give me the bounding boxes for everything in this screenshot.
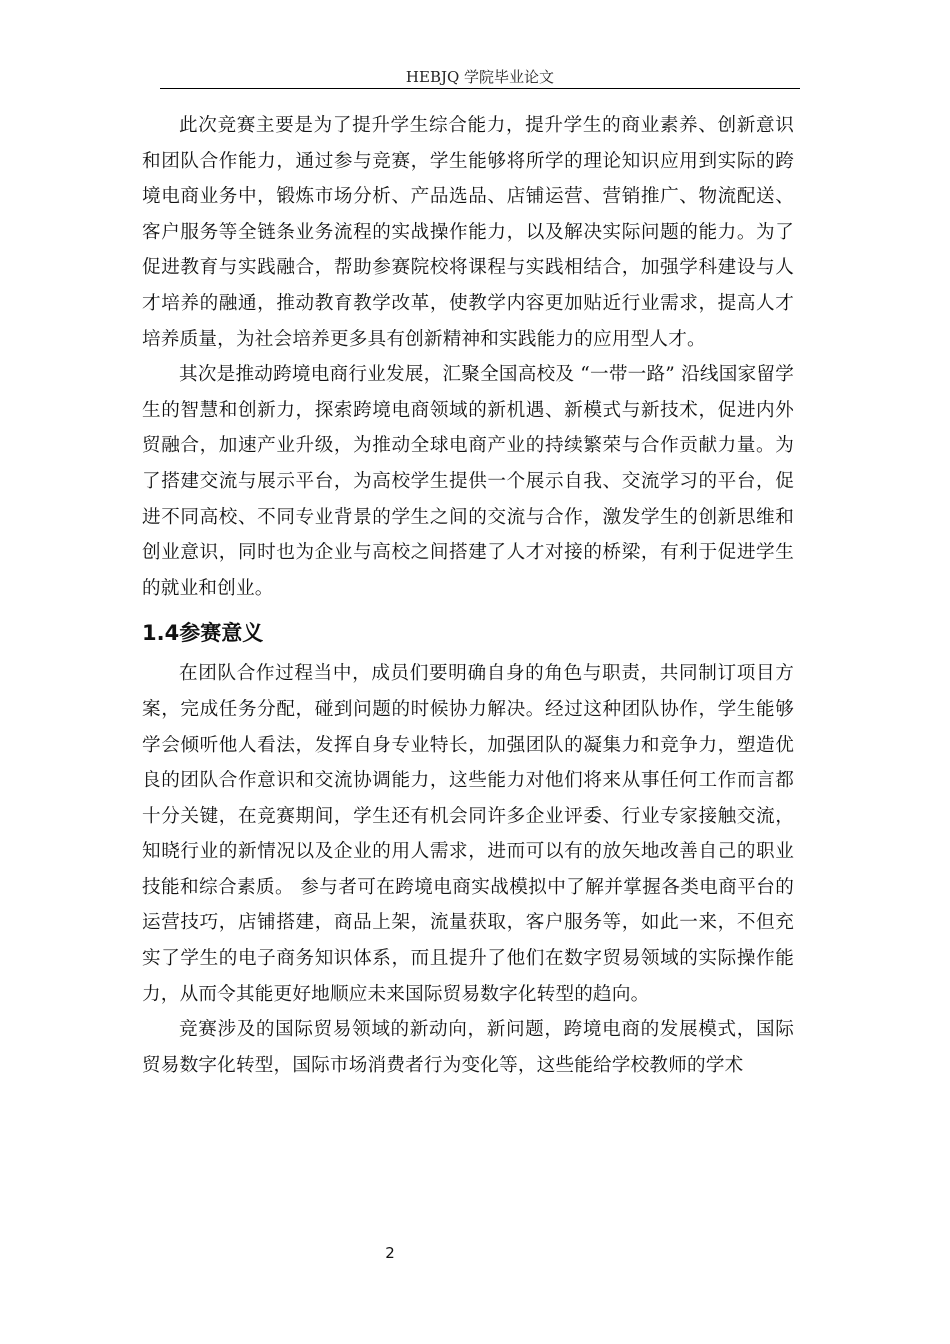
paragraph-industry-development: 其次是推动跨境电商行业发展，汇聚全国高校及 “一带一路” 沿线国家留学生的智慧和创新力，探索跨境电商领域的新机遇、新模式与新技术，促进内外贸融合，加速产业升级，为推动全球电商产业的持续繁荣与合作贡献力量。为了搭建交流与展示平台，为高校学生提供一个展示自我、交流学习的平台，促进不同高校、不同专业背景的学生之间的交流与合作，激发学生的创新思维和创业意识，同时也为企业与高校之间搭建了人才对接的桥梁，有利于促进学生的就业和创业。 xyxy=(142,364,794,599)
paragraph-competition-purpose: 此次竞赛主要是为了提升学生综合能力，提升学生的商业素养、创新意识和团队合作能力，通过参与竞赛，学生能够将所学的理论知识应用到实际的跨境电商业务中，锻炼市场分析、产品选品、店铺运营、营销推广、物流配送、客户服务等全链条业务流程的实战操作能力，以及解决实际问题的能力。为了促进教育与实践融合，帮助参赛院校将课程与实践相结合，加强学科建设与人才培养的融通，推动教育教学改革，使教学内容更加贴近行业需求，提高人才培养质量，为社会培养更多具有创新精神和实践能力的应用型人才。 xyxy=(142,115,794,350)
page-header-title: HEBJQ 学院毕业论文 xyxy=(405,68,555,86)
paragraph-trade-trends: 竞赛涉及的国际贸易领域的新动向，新问题，跨境电商的发展模式，国际贸易数字化转型，国际市场消费者行为变化等，这些能给学校教师的学术 xyxy=(142,1019,794,1076)
page-number: 2 xyxy=(385,1244,395,1262)
header-divider xyxy=(160,88,800,89)
section-heading: 1.4参赛意义 xyxy=(142,621,264,646)
document-body xyxy=(142,108,794,1083)
paragraph-teamwork: 在团队合作过程当中，成员们要明确自身的角色与职责，共同制订项目方案，完成任务分配，碰到问题的时候协力解决。经过这种团队协作，学生能够学会倾听他人看法，发挥自身专业特长，加强团队的凝集力和竞争力，塑造优良的团队合作意识和交流协调能力，这些能力对他们将来从事任何工作而言都十分关键，在竞赛期间，学生还有机会同许多企业评委、行业专家接触交流，知晓行业的新情况以及企业的用人需求，进而可以有的放矢地改善自己的职业技能和综合素质。 参与者可在跨境电商实战模拟中了解并掌握各类电商平台的运营技巧，店铺搭建，商品上架，流量获取，客户服务等，如此一来，不但充实了学生的电子商务知识体系，而且提升了他们在数字贸易领域的实际操作能力，从而令其能更好地顺应未来国际贸易数字化转型的趋向。 xyxy=(142,663,794,1005)
